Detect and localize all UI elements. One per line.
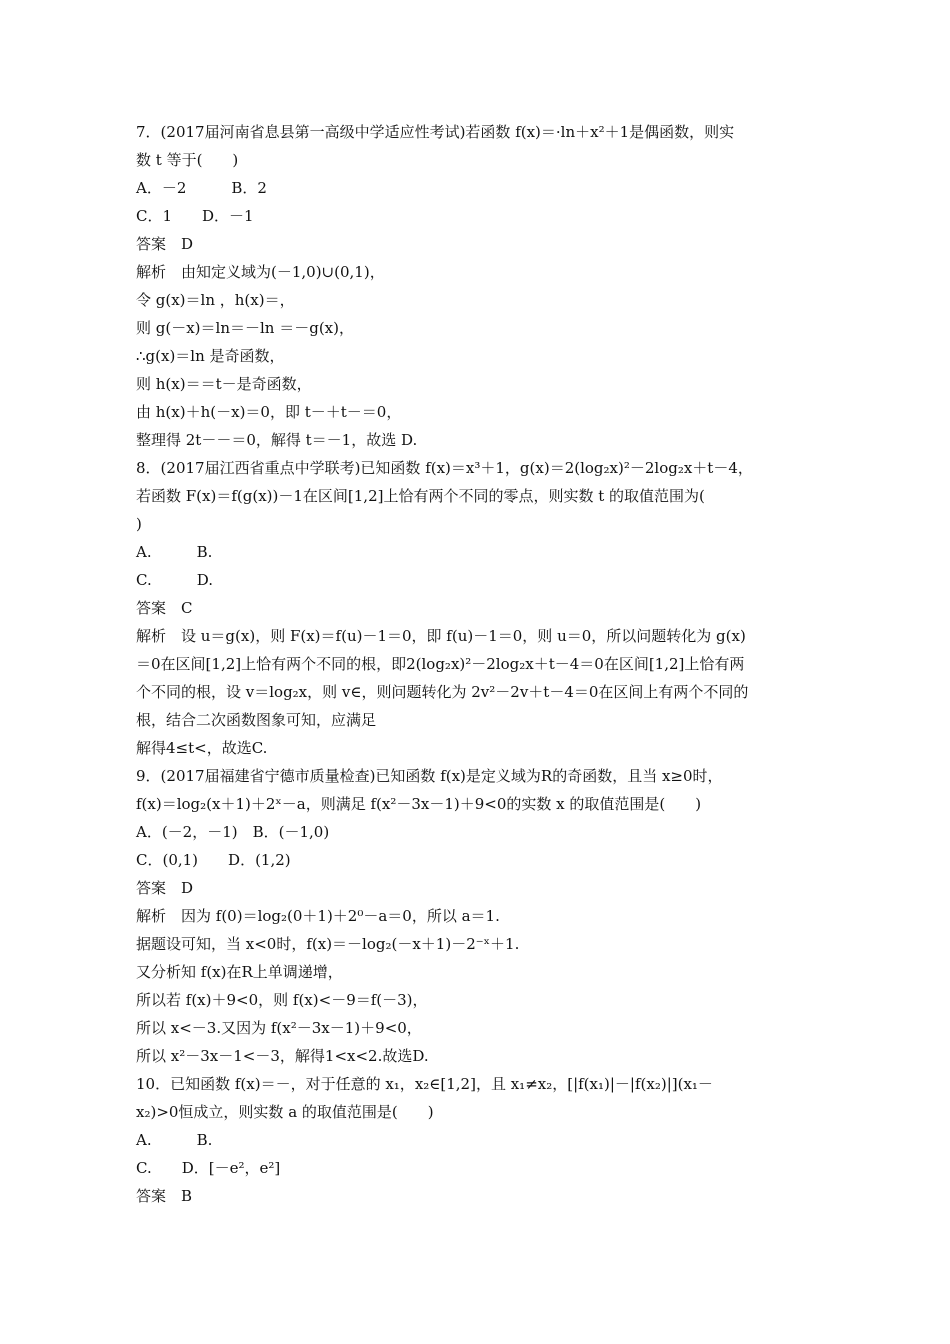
q10-stem-line-1: 10．已知函数 f(x)＝－，对于任意的 x₁，x₂∈[1,2]，且 x₁≠x₂，[|f(x₁)|－|f(x₂)|](x₁－	[136, 1075, 713, 1093]
q8-stem-line-1: 8．(2017届江西省重点中学联考)已知函数 f(x)＝x³＋1，g(x)＝2(log₂x)²－2log₂x＋t－4，	[136, 459, 753, 477]
q7-stem-line-1: 7．(2017届河南省息县第一高级中学适应性考试)若函数 f(x)＝·ln＋x²＋1是偶函数，则实	[136, 123, 735, 141]
q7-solution-line-6: 由 h(x)＋h(－x)＝0，即 t－＋t－＝0，	[136, 403, 402, 421]
q9-options-ab: A．(－2，－1) B．(－1,0)	[136, 823, 330, 841]
q9-stem-line-1: 9．(2017届福建省宁德市质量检查)已知函数 f(x)是定义域为R的奇函数，且当 x≥0时，	[136, 767, 723, 785]
q8-answer: 答案 C	[136, 599, 193, 617]
q8-solution-line-4: 根，结合二次函数图象可知，应满足	[136, 711, 377, 729]
q8-stem-line-3: )	[136, 515, 142, 533]
q8-solution-line-3: 个不同的根，设 v＝log₂x，则 v∈，则问题转化为 2v²－2v＋t－4＝0在区间上有两个不同的	[136, 683, 749, 701]
q9-answer: 答案 D	[136, 879, 194, 897]
q8-stem-line-2: 若函数 F(x)＝f(g(x))－1在区间[1,2]上恰有两个不同的零点，则实数 t 的取值范围为(	[136, 487, 705, 505]
q7-stem-line-2: 数 t 等于( )	[136, 151, 239, 169]
q9-solution-line-1: 解析 因为 f(0)＝log₂(0＋1)＋2⁰－a＝0，所以 a＝1.	[136, 907, 500, 925]
q8-solution-line-5: 解得4≤t<，故选C.	[136, 739, 268, 757]
q7-solution-line-2: 令 g(x)＝ln ，h(x)＝，	[136, 291, 295, 309]
q9-solution-line-3: 又分析知 f(x)在R上单调递增，	[136, 963, 343, 981]
q10-answer: 答案 B	[136, 1187, 193, 1205]
q7-solution-line-3: 则 g(－x)＝ln＝－ln ＝－g(x)，	[136, 319, 354, 337]
q8-solution-line-2: ＝0在区间[1,2]上恰有两个不同的根，即2(log₂x)²－2log₂x＋t－4＝0在区间[1,2]上恰有两	[136, 655, 745, 673]
q9-options-cd: C．(0,1) D．(1,2)	[136, 851, 291, 869]
q10-stem-line-2: x₂)>0恒成立，则实数 a 的取值范围是( )	[136, 1103, 434, 1121]
q7-solution-line-4: ∴g(x)＝ln 是奇函数，	[136, 347, 285, 365]
q9-solution-line-6: 所以 x²－3x－1<－3，解得1<x<2.故选D.	[136, 1047, 429, 1065]
q8-solution-line-1: 解析 设 u＝g(x)，则 F(x)＝f(u)－1＝0，即 f(u)－1＝0，则 u＝0，所以问题转化为 g(x)	[136, 627, 746, 645]
q10-options-cd: C. D．[－e²，e²]	[136, 1159, 281, 1177]
q9-stem-line-2: f(x)＝log₂(x＋1)＋2ˣ－a，则满足 f(x²－3x－1)＋9<0的实数 x 的取值范围是( )	[136, 795, 702, 813]
q9-solution-line-2: 据题设可知，当 x<0时，f(x)＝－log₂(－x＋1)－2⁻ˣ＋1.	[136, 935, 520, 953]
q7-options-cd: C．1 D．－1	[136, 207, 254, 225]
q10-options-ab: A. B.	[136, 1131, 213, 1149]
q7-solution-line-1: 解析 由知定义域为(－1,0)∪(0,1)，	[136, 263, 385, 281]
q7-solution-line-5: 则 h(x)＝＝t－是奇函数，	[136, 375, 312, 393]
q7-answer: 答案 D	[136, 235, 194, 253]
q8-options-cd: C. D.	[136, 571, 213, 589]
q7-solution-line-7: 整理得 2t－－＝0，解得 t＝－1，故选 D.	[136, 431, 418, 449]
q7-options-ab: A．－2 B．2	[136, 179, 267, 197]
q9-solution-line-5: 所以 x<－3.又因为 f(x²－3x－1)＋9<0，	[136, 1019, 422, 1037]
q8-options-ab: A. B.	[136, 543, 213, 561]
q9-solution-line-4: 所以若 f(x)＋9<0，则 f(x)<－9＝f(－3)，	[136, 991, 428, 1009]
